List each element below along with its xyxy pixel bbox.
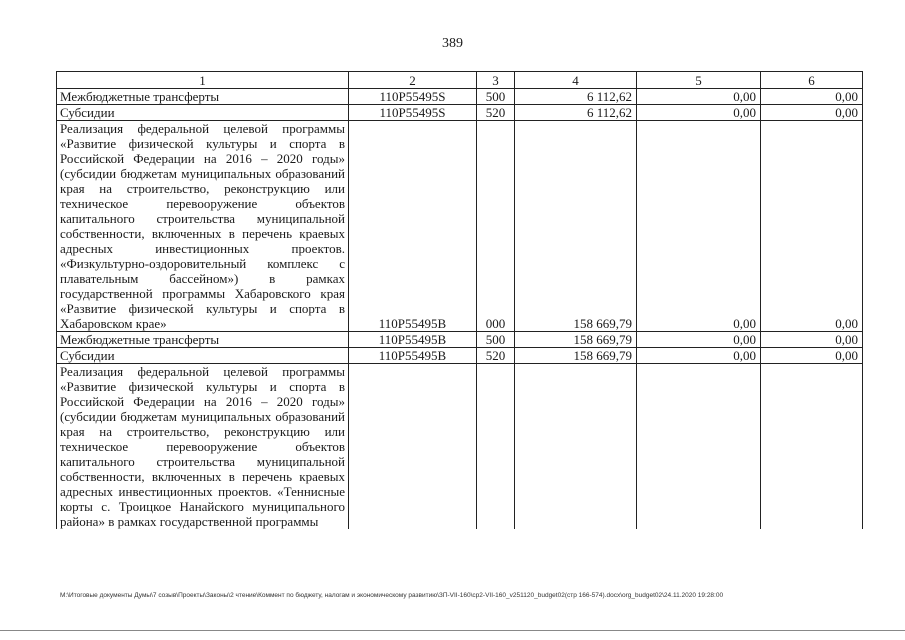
column-header: 2 [349, 72, 477, 89]
expense-type: 520 [477, 105, 515, 121]
target-code: 110P55495B [349, 332, 477, 348]
table-row [57, 348, 863, 364]
amount-col6: 0,00 [761, 332, 863, 348]
amount-col5 [637, 364, 761, 530]
row-description: Межбюджетные трансферты [57, 89, 349, 105]
target-code: 110P55495B [349, 348, 477, 364]
amount-col6: 0,00 [761, 105, 863, 121]
expense-type: 500 [477, 89, 515, 105]
amount-col4: 158 669,79 [515, 348, 637, 364]
file-path-footer: M:\Итоговые документы Думы\7 созыв\Проекты\Законы\2 чтение\Коммент по бюджету, налогам и экономическому развитию\ЗП-VII-160\ср2-VII-160_v251120_budget02(стр 166-574).docx\org_budget02\24.11.2020 19:28:00 [60, 592, 724, 599]
column-header: 3 [477, 72, 515, 89]
row-description: Субсидии [57, 105, 349, 121]
column-header: 4 [515, 72, 637, 89]
amount-col5: 0,00 [637, 89, 761, 105]
amount-col5: 0,00 [637, 332, 761, 348]
column-header: 5 [637, 72, 761, 89]
table-row [57, 332, 863, 348]
expense-type [477, 364, 515, 530]
amount-col4: 158 669,79 [515, 121, 637, 332]
expense-type: 500 [477, 332, 515, 348]
target-code: 110P55495B [349, 121, 477, 332]
column-header: 1 [57, 72, 349, 89]
amount-col5: 0,00 [637, 121, 761, 332]
budget-table [56, 71, 863, 529]
row-description: Реализация федеральной целевой программы «Развитие физической культуры и спорта в Российской Федерации на 2016 – 2020 годы» (субсидии бюджетам муниципальных образований края на строительство, реконструкцию или техническое перевооружение объектов капитального строительства муниципальной собственности, включенных в перечень краевых адресных инвестиционных проектов. «Физкультурно-оздоровительный комплекс с плавательным бассейном») в рамках государственной программы Хабаровского края «Развитие физической культуры и спорта в Хабаровском крае» [57, 121, 349, 332]
amount-col5: 0,00 [637, 105, 761, 121]
amount-col6: 0,00 [761, 121, 863, 332]
table-header-row [57, 72, 863, 89]
row-description: Межбюджетные трансферты [57, 332, 349, 348]
target-code [349, 364, 477, 530]
row-description: Реализация федеральной целевой программы «Развитие физической культуры и спорта в Российской Федерации на 2016 – 2020 годы» (субсидии бюджетам муниципальных образований края на строительство, реконструкцию или техническое перевооружение объектов капитального строительства муниципальной собственности, включенных в перечень краевых адресных инвестиционных проектов. «Теннисные корты с. Троицкое Нанайского муниципального района» в рамках государственной программы [57, 364, 349, 530]
expense-type: 520 [477, 348, 515, 364]
table-row [57, 89, 863, 105]
target-code: 110P55495S [349, 105, 477, 121]
amount-col6: 0,00 [761, 348, 863, 364]
table-row [57, 105, 863, 121]
amount-col5: 0,00 [637, 348, 761, 364]
column-header: 6 [761, 72, 863, 89]
target-code: 110P55495S [349, 89, 477, 105]
amount-col4: 6 112,62 [515, 105, 637, 121]
row-description: Субсидии [57, 348, 349, 364]
expense-type: 000 [477, 121, 515, 332]
amount-col4: 6 112,62 [515, 89, 637, 105]
amount-col6 [761, 364, 863, 530]
amount-col6: 0,00 [761, 89, 863, 105]
page-number: 389 [442, 36, 463, 51]
amount-col4: 158 669,79 [515, 332, 637, 348]
amount-col4 [515, 364, 637, 530]
page-bottom-divider [0, 630, 905, 631]
table-row [57, 121, 863, 332]
table-row [57, 364, 863, 530]
